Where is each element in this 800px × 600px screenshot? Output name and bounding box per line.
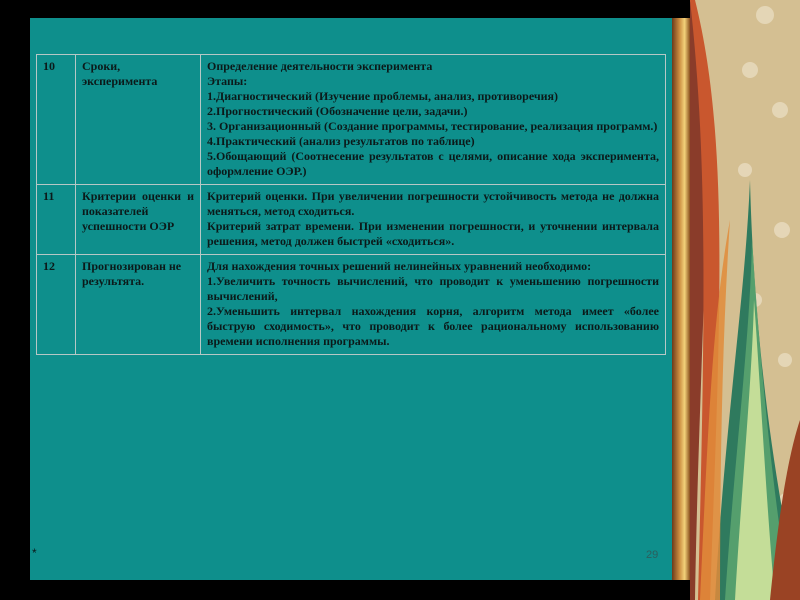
footer-marker: *: [32, 546, 37, 560]
row-title: Сроки, эксперимента: [76, 55, 201, 185]
gold-edge: [672, 18, 690, 580]
description-line: 4.Практический (анализ результатов по таблице): [207, 134, 475, 148]
row-title: Прогнозирован не результята.: [76, 255, 201, 355]
page-number: 29: [646, 549, 659, 561]
table-row: [37, 255, 666, 355]
description-line: Определение деятельности эксперимента: [207, 59, 433, 73]
description-line: Этапы:: [207, 74, 248, 88]
row-number: 12: [37, 255, 76, 355]
experiment-table: [36, 54, 666, 355]
description-line: 3. Организационный (Создание программы, тестирование, реализация программ.): [207, 119, 658, 133]
description-line: 1.Увеличить точность вычислений, что проводит к уменьшению погрешности вычислений,: [207, 274, 659, 303]
description-line: Для нахождения точных решений нелинейных уравнений необходимо:: [207, 259, 592, 273]
table-row: [37, 55, 666, 185]
table-row: [37, 185, 666, 255]
description-line: 1.Диагностический (Изучение проблемы, анализ, противоречия): [207, 89, 559, 103]
description-line: 5.Обощающий (Соотнесение результатов с целями, описание хода эксперимента, оформление ОЭР.): [207, 149, 659, 178]
description-line: 2.Уменьшить интервал нахождения корня, алгоритм метода имеет «более быструю сходимость», что проводит к более рациональному использованию времени исполнения программы.: [207, 304, 659, 348]
row-title: Критерии оценки и показателей успешности ОЭР: [76, 185, 201, 255]
frame-bottom: [0, 580, 690, 600]
row-description: [201, 185, 666, 255]
row-number: 11: [37, 185, 76, 255]
row-number: 10: [37, 55, 76, 185]
row-description: [201, 255, 666, 355]
row-description: [201, 55, 666, 185]
decorative-pattern-svg: [690, 0, 800, 600]
description-line: 2.Прогностический (Обозначение цели, задачи.): [207, 104, 468, 118]
frame-left: [0, 0, 30, 600]
frame-top: [0, 0, 690, 18]
description-line: Критерий оценки. При увеличении погрешности устойчивость метода не должна меняться, метод сходиться.: [207, 189, 659, 218]
decorative-pattern: [690, 0, 800, 600]
description-line: Критерий затрат времени. При изменении погрешности, и уточнении интервала решения, метод должен быстрей «сходиться».: [207, 219, 659, 248]
